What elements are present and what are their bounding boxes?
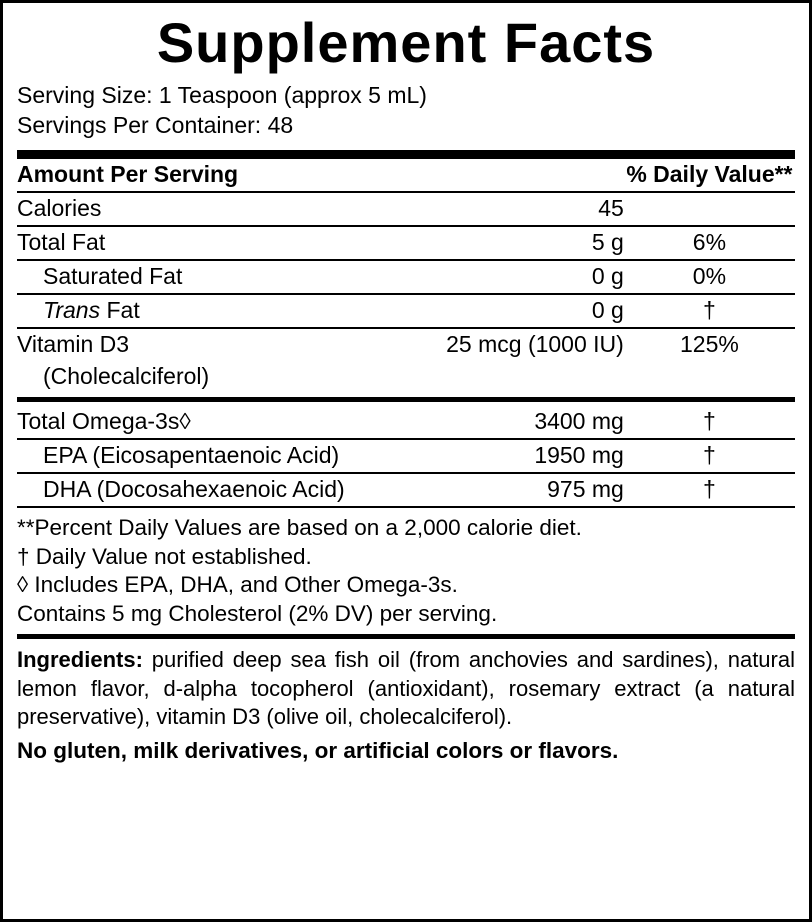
table-row — [17, 361, 795, 393]
table-header-row — [17, 159, 795, 192]
trans-rest: Fat — [100, 296, 140, 323]
row-amount-saturated-fat: 0 g — [390, 260, 623, 294]
table-row — [17, 226, 795, 260]
table-row — [17, 406, 795, 439]
row-dv-total-fat: 6% — [624, 226, 795, 260]
row-label-cholecalciferol: (Cholecalciferol) — [43, 362, 210, 389]
omega-table — [17, 406, 795, 508]
table-row — [17, 294, 795, 328]
table-row — [17, 192, 795, 226]
row-dv-total-omega3s: † — [624, 406, 795, 439]
row-dv-vitamin-d3: 125% — [680, 330, 739, 357]
row-dv-saturated-fat: 0% — [624, 260, 795, 294]
row-amount-dha: 975 mg — [390, 473, 623, 507]
footnote-lozenge: ◊ Includes EPA, DHA, and Other Omega-3s. — [17, 572, 458, 598]
row-amount-calories: 45 — [390, 192, 623, 226]
header-amount-per-serving: Amount Per Serving — [17, 159, 390, 192]
row-label-total-omega3s: Total Omega-3s◊ — [17, 406, 390, 439]
row-label-total-fat: Total Fat — [17, 226, 390, 260]
footnote-percent-dv: **Percent Daily Values are based on a 2,000 calorie diet. — [17, 514, 582, 540]
servings-per-container-line: Servings Per Container: 48 — [17, 111, 294, 138]
row-dv-calories — [624, 192, 795, 226]
table-row — [17, 260, 795, 294]
table-row — [17, 473, 795, 507]
table-row — [17, 328, 795, 361]
row-amount-cholecalciferol — [390, 361, 623, 393]
row-amount-trans-fat: 0 g — [390, 294, 623, 328]
header-spacer — [390, 159, 623, 192]
row-dv-trans-fat: † — [624, 294, 795, 328]
row-label-saturated-fat: Saturated Fat — [17, 260, 390, 294]
footnotes-block — [17, 508, 795, 634]
footnote-cholesterol: Contains 5 mg Cholesterol (2% DV) per serving. — [17, 601, 498, 627]
row-amount-total-omega3s: 3400 mg — [390, 406, 623, 439]
row-amount-total-fat: 5 g — [390, 226, 623, 260]
footnote-dagger: † Daily Value not established. — [17, 543, 312, 569]
row-label-calories: Calories — [17, 192, 390, 226]
row-dv-epa: † — [624, 439, 795, 473]
serving-size-line: Serving Size: 1 Teaspoon (approx 5 mL) — [17, 82, 427, 108]
header-daily-value: % Daily Value** — [624, 159, 795, 192]
row-dv-dha: † — [624, 473, 795, 507]
row-label-epa: EPA (Eicosapentaenoic Acid) — [17, 439, 390, 473]
panel-title: Supplement Facts — [156, 11, 656, 74]
row-dv-cholecalciferol — [624, 361, 795, 393]
row-amount-vitamin-d3: 25 mcg (1000 IU) — [446, 330, 624, 357]
trans-italic: Trans — [43, 296, 101, 323]
row-label-dha: DHA (Docosahexaenoic Acid) — [17, 473, 390, 507]
row-amount-epa: 1950 mg — [390, 439, 623, 473]
rule-thick-top — [17, 150, 795, 159]
ingredients-label: Ingredients: — [17, 646, 143, 672]
row-label-trans-fat — [17, 294, 390, 328]
ingredients-paragraph — [17, 639, 795, 732]
no-gluten-statement: No gluten, milk derivatives, or artificial colors or flavors. — [17, 737, 619, 763]
nutrition-table — [17, 159, 795, 393]
row-label-vitamin-d3: Vitamin D3 — [17, 330, 130, 357]
table-row — [17, 439, 795, 473]
ingredients-text: purified deep sea fish oil (from anchovies and sardines), natural lemon flavor, d-alpha tocopherol (antioxidant), rosemary extract (a natural preservative), vitamin D3 (olive oil, cholecalciferol). — [17, 646, 795, 730]
